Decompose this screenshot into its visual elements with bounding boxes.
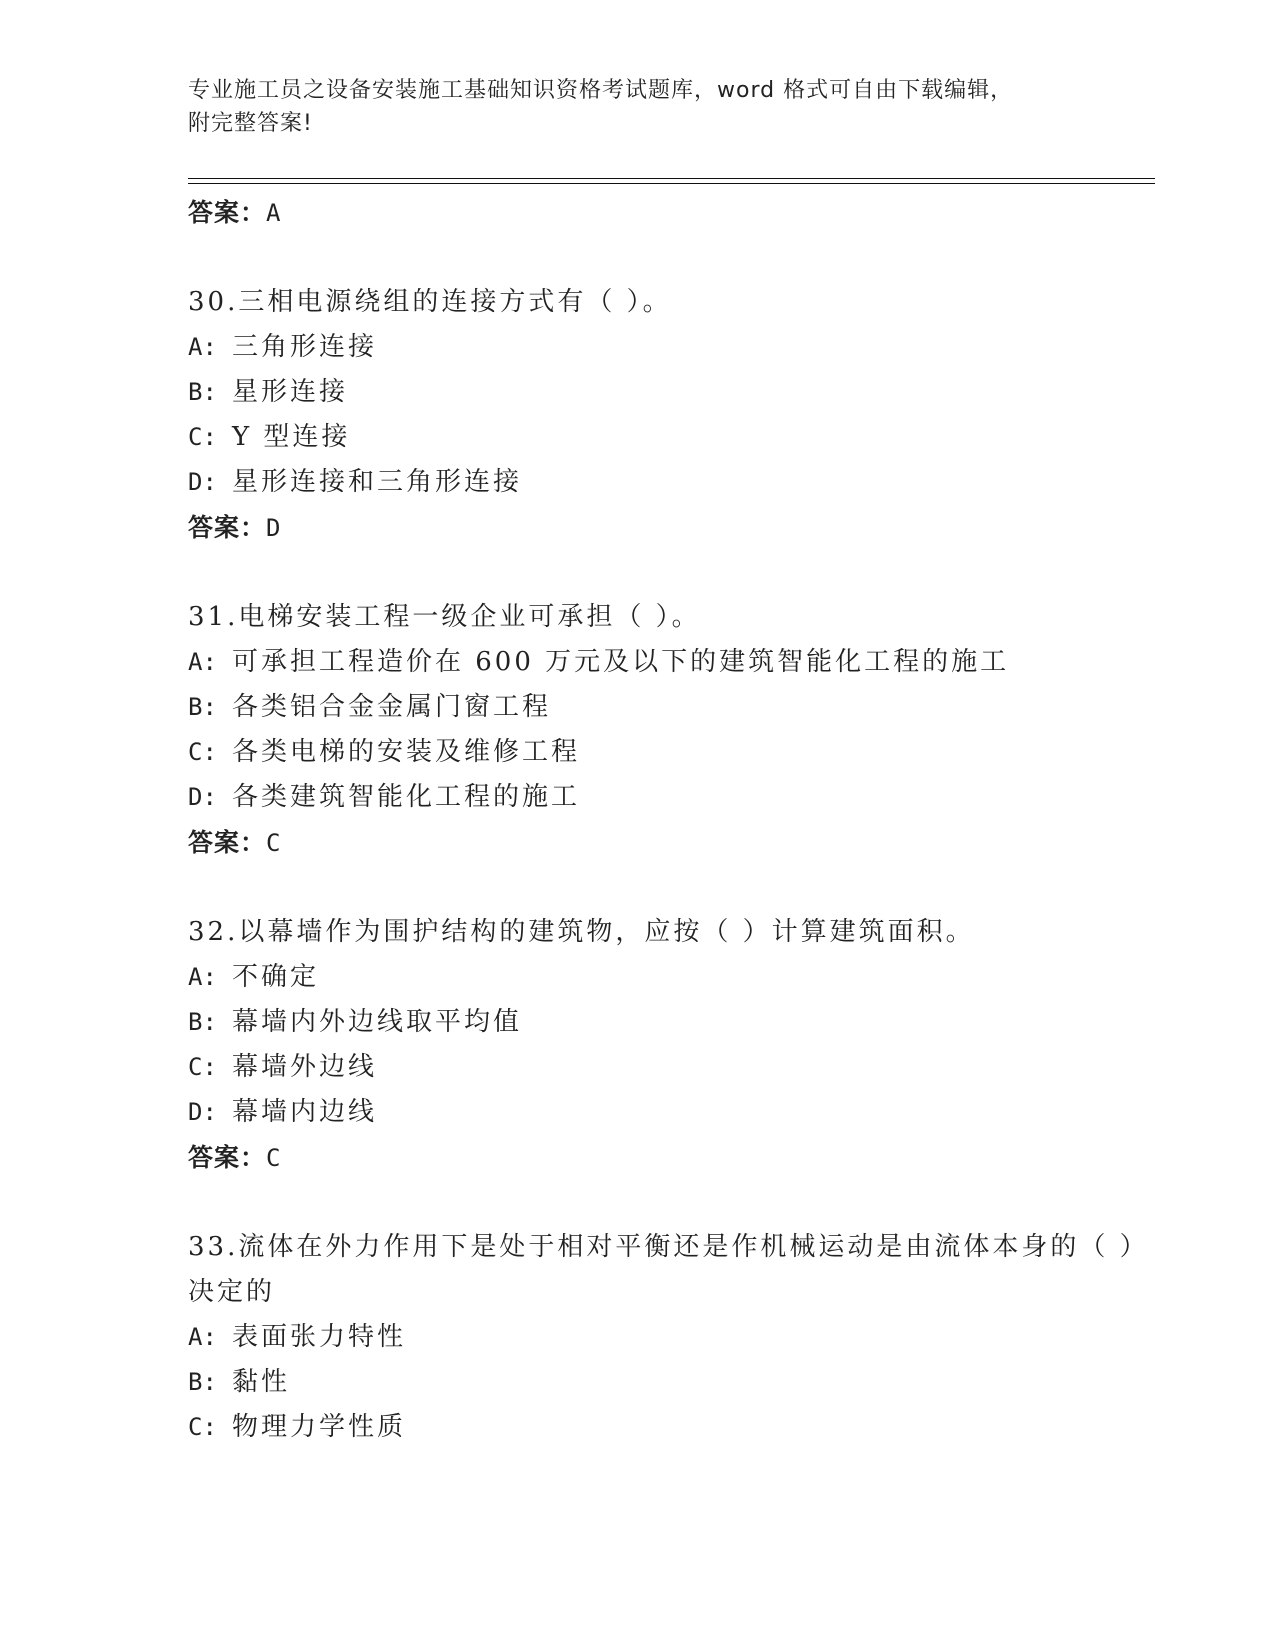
option-text: 幕墙内边线 [232, 1097, 378, 1127]
option-letter: B: [188, 378, 217, 406]
option-text: 不确定 [232, 962, 320, 992]
question-answer [188, 505, 1155, 550]
option-letter: C: [188, 1053, 217, 1081]
option-d [188, 460, 1155, 505]
option-text: 幕墙内外边线取平均值 [232, 1007, 523, 1037]
option-letter: A: [188, 648, 217, 676]
option-letter: C: [188, 423, 217, 451]
previous-answer [188, 190, 1155, 235]
question-30 [188, 280, 1155, 550]
option-b [188, 685, 1155, 730]
question-32 [188, 910, 1155, 1180]
answer-value: D [266, 514, 282, 542]
question-stem: 33.流体在外力作用下是处于相对平衡还是作机械运动是由流体本身的（ ）决定的 [188, 1232, 1149, 1307]
question-stem: 31.电梯安装工程一级企业可承担（ ）。 [188, 602, 701, 632]
option-a [188, 955, 1155, 1000]
option-c [188, 415, 1155, 460]
answer-label: 答案： [188, 198, 267, 227]
option-text: 可承担工程造价在 600 万元及以下的建筑智能化工程的施工 [232, 647, 1010, 677]
question-31 [188, 595, 1155, 865]
option-text: 幕墙外边线 [232, 1052, 378, 1082]
option-b [188, 1360, 1155, 1405]
question-list [188, 190, 1155, 1450]
option-text: 表面张力特性 [232, 1322, 407, 1352]
option-letter: C: [188, 738, 217, 766]
option-text: 三角形连接 [232, 332, 378, 362]
option-letter: B: [188, 1368, 217, 1396]
header-divider-bottom [188, 183, 1155, 184]
option-letter: B: [188, 693, 217, 721]
header-title-line-2: 附完整答案! [188, 111, 313, 136]
option-a [188, 640, 1155, 685]
answer-value: A [266, 199, 282, 227]
option-text: 各类建筑智能化工程的施工 [232, 782, 581, 812]
option-a [188, 1315, 1155, 1360]
option-letter: B: [188, 1008, 217, 1036]
header-title-line-1: 专业施工员之设备安装施工基础知识资格考试题库，word 格式可自由下载编辑， [188, 78, 1014, 103]
option-a [188, 325, 1155, 370]
question-answer [188, 820, 1155, 865]
option-c [188, 730, 1155, 775]
option-text: 黏性 [232, 1367, 291, 1397]
answer-value: C [266, 829, 282, 857]
option-text: 星形连接 [232, 377, 349, 407]
option-letter: C: [188, 1413, 217, 1441]
question-answer [188, 1135, 1155, 1180]
option-c [188, 1405, 1155, 1450]
option-d [188, 775, 1155, 820]
option-b [188, 370, 1155, 415]
option-letter: D: [188, 468, 217, 496]
question-stem: 30.三相电源绕组的连接方式有（ ）。 [188, 287, 672, 317]
answer-label: 答案： [188, 1143, 267, 1172]
option-c [188, 1045, 1155, 1090]
option-letter: A: [188, 333, 217, 361]
question-33 [188, 1225, 1155, 1450]
option-text: 各类铝合金金属门窗工程 [232, 692, 552, 722]
header-divider-top [188, 178, 1155, 179]
option-text: 物理力学性质 [232, 1412, 407, 1442]
option-letter: D: [188, 1098, 217, 1126]
answer-label: 答案： [188, 828, 267, 857]
document-header [188, 74, 1088, 140]
option-text: Y 型连接 [232, 422, 351, 452]
option-text: 各类电梯的安装及维修工程 [232, 737, 581, 767]
answer-value: C [266, 1144, 282, 1172]
answer-label: 答案： [188, 513, 267, 542]
option-letter: D: [188, 783, 217, 811]
option-d [188, 1090, 1155, 1135]
option-letter: A: [188, 1323, 217, 1351]
option-letter: A: [188, 963, 217, 991]
option-text: 星形连接和三角形连接 [232, 467, 523, 497]
question-stem: 32.以幕墙作为围护结构的建筑物，应按（ ）计算建筑面积。 [188, 917, 975, 947]
option-b [188, 1000, 1155, 1045]
